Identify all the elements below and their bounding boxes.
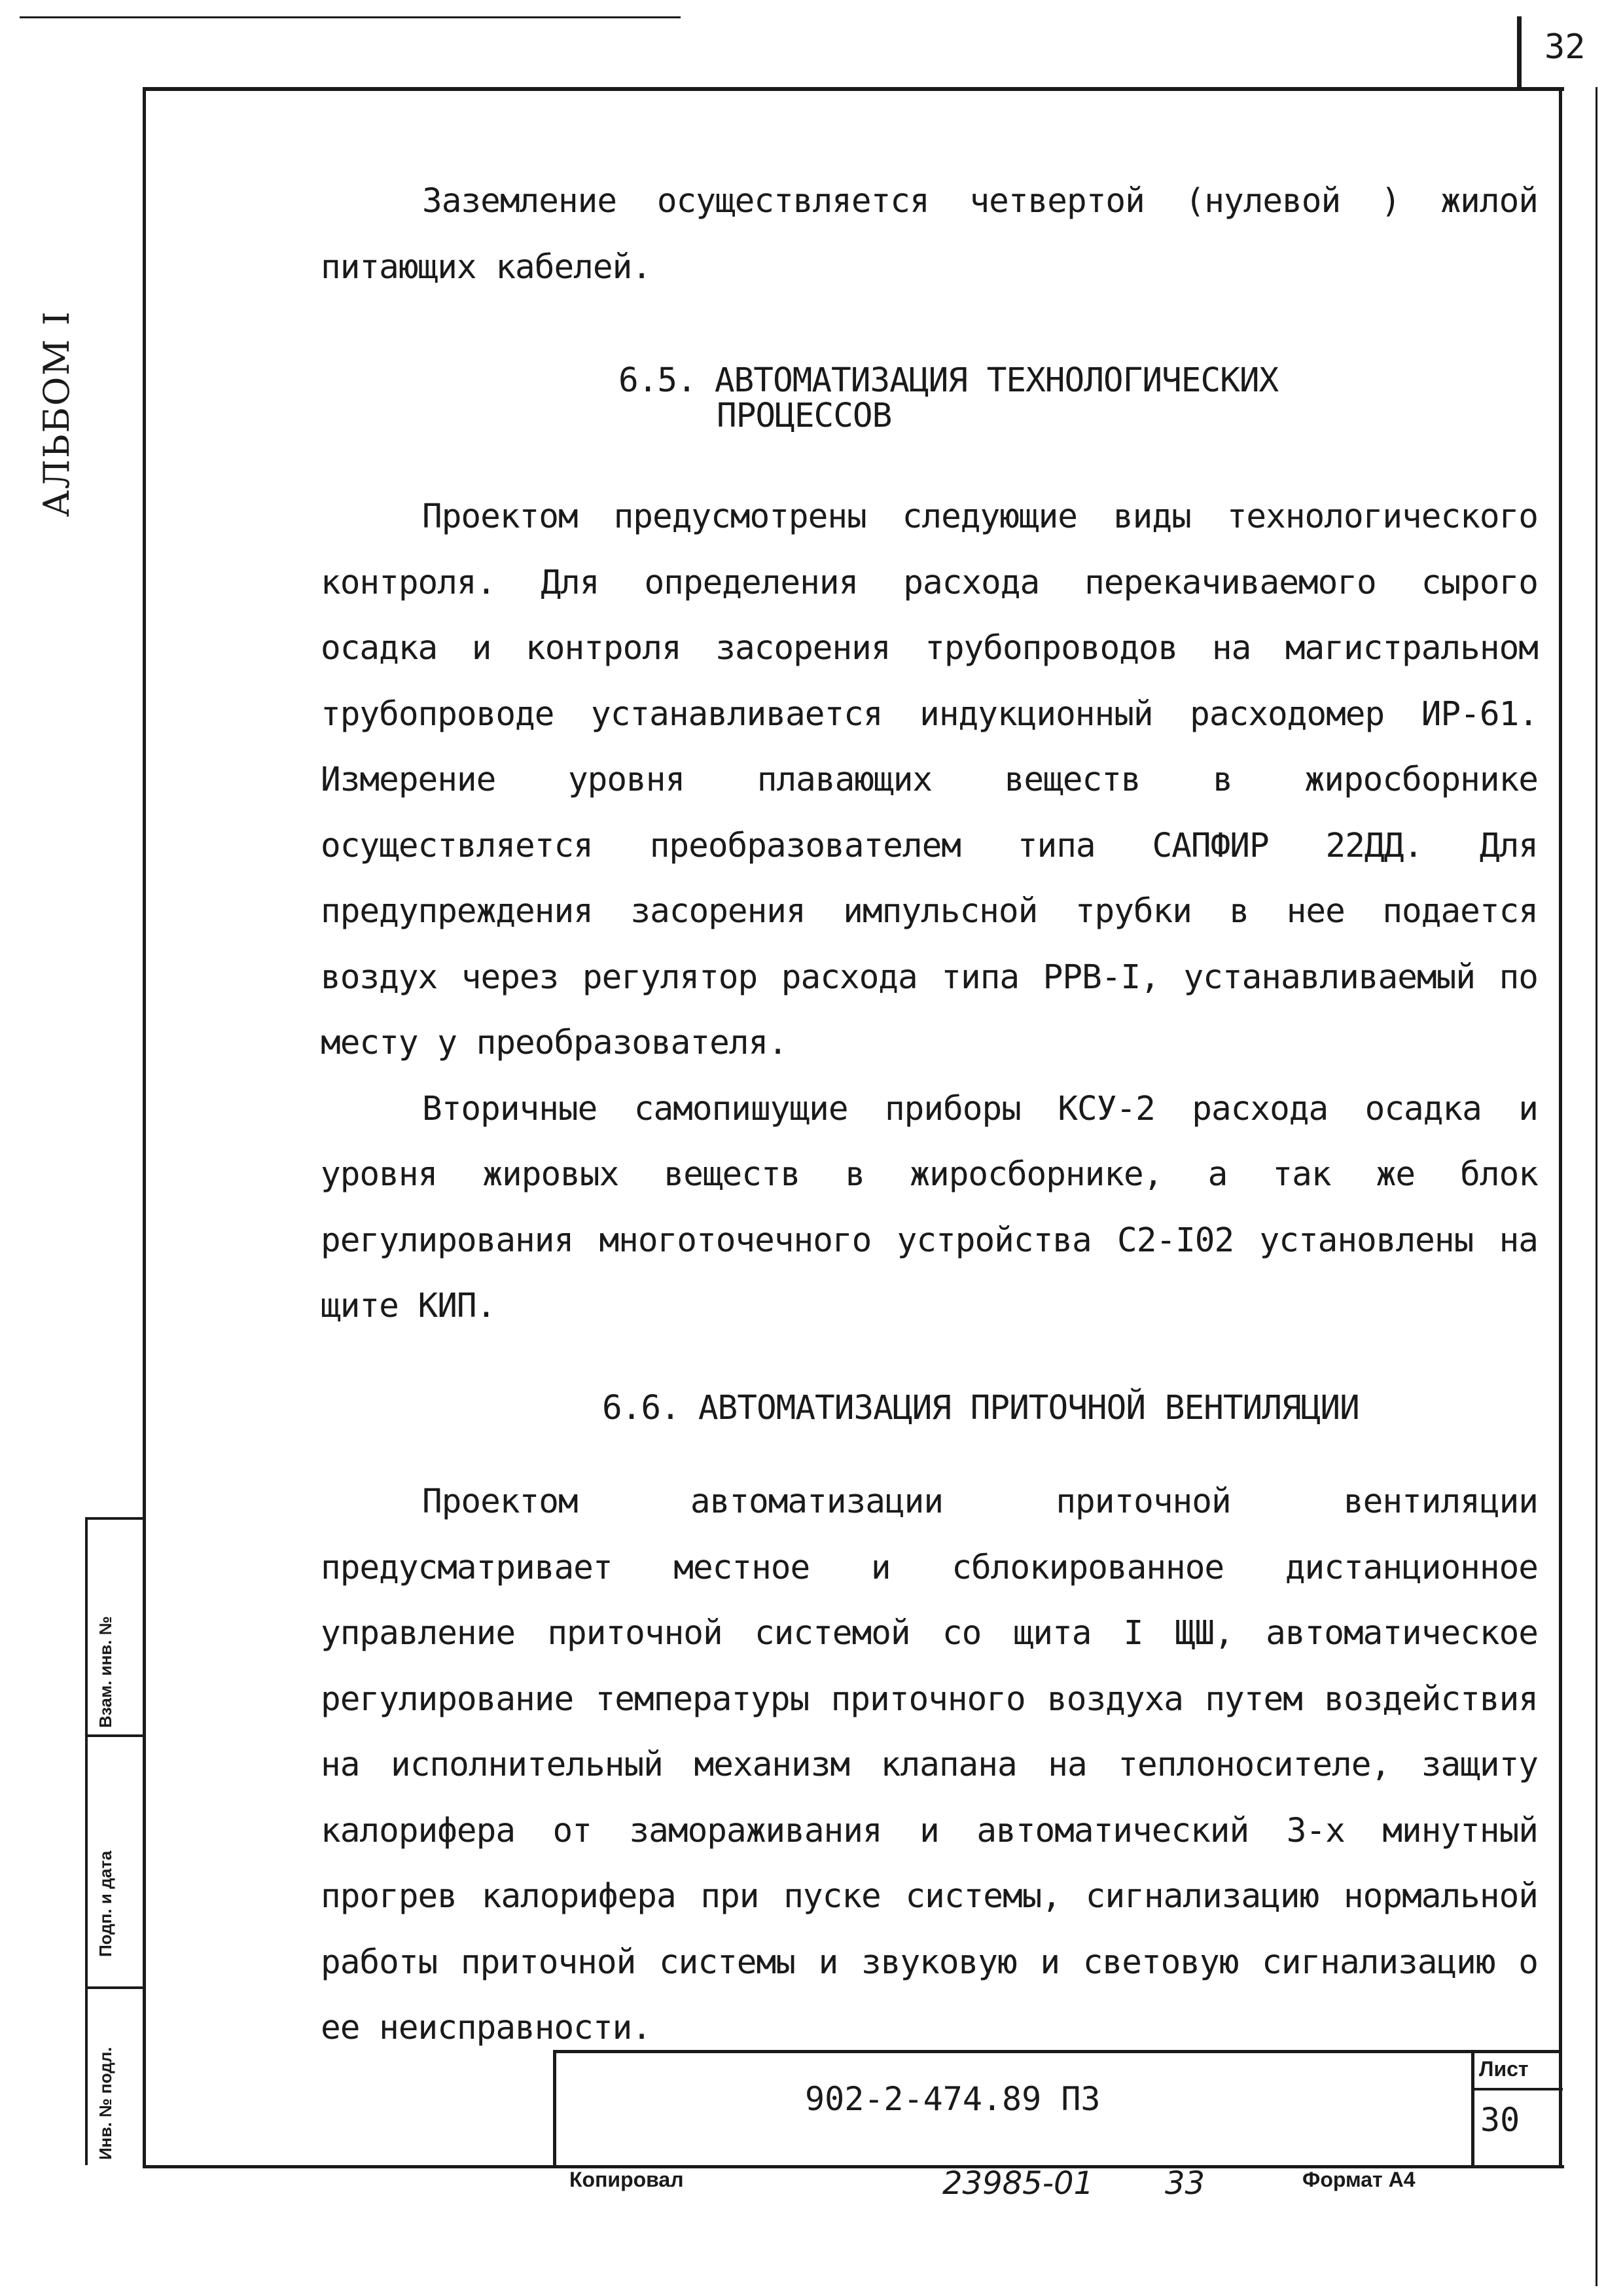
- frame-right-outer: [1596, 87, 1597, 2286]
- sheet-label: Лист: [1479, 2057, 1529, 2081]
- section-66-heading: [602, 1391, 1359, 1426]
- album-label: АЛЬБОМ I: [36, 310, 77, 517]
- section-65-heading: [618, 363, 1278, 434]
- intro-paragraph: Заземление осуществляется четвертой (нулевой ) жилой питающих кабелей.: [321, 182, 1538, 287]
- top-edge-line: [20, 16, 681, 18]
- document-code: 902-2-474.89 ПЗ: [805, 2080, 1101, 2118]
- stamp-orig-inv: Инв. № подл.: [96, 2047, 115, 2160]
- page-number-divider: [1517, 16, 1522, 88]
- frame-right: [1559, 87, 1562, 2168]
- section-65-number: 6.5.: [618, 361, 696, 400]
- section-66-title: АВТОМАТИЗАЦИЯ ПРИТОЧНОЙ ВЕНТИЛЯЦИИ: [698, 1389, 1359, 1427]
- stamp-replace-inv: Взам. инв. №: [96, 1616, 115, 1728]
- sheet-number: 30: [1480, 2101, 1520, 2139]
- side-stamp-divider-2: [85, 1986, 144, 1989]
- copied-label: Копировал: [569, 2168, 684, 2191]
- copy-sheet-number: 33: [1165, 2165, 1205, 2202]
- side-stamp-top: [85, 1517, 144, 1520]
- section-66-body: [321, 1469, 1538, 2062]
- title-block-sheet-divider: [1471, 2050, 1474, 2168]
- section-65-title-line2: ПРОЦЕССОВ: [717, 397, 892, 435]
- side-stamp-divider-1: [85, 1734, 144, 1737]
- page-number: 32: [1544, 27, 1586, 67]
- format-label: Формат А4: [1302, 2168, 1416, 2191]
- frame-top: [143, 87, 1564, 91]
- section-66-paragraph-1: Проектом автоматизации приточной вентиляции предусматривает местное и сблокированное дистанционное управление приточной системой со щита I ЩШ, автоматическое регулирование температуры приточного воздуха путем воздействия на исполнительный механизм клапана на теплоносителе, защиту калорифера от замораживания и автоматический 3-х минутный прогрев калорифера при пуске системы, сигнализацию нормальной работы приточной системы и звуковую и световую сигнализацию о ее неисправности.: [321, 1482, 1538, 2047]
- stamp-sign-date: Подп. и дата: [96, 1850, 115, 1957]
- order-number: 23985-01: [942, 2165, 1094, 2202]
- frame-left: [143, 87, 146, 2168]
- title-block-sheet-mid: [1471, 2088, 1563, 2090]
- side-stamp-left: [85, 1517, 88, 2165]
- title-block-left: [553, 2050, 556, 2168]
- intro-text: [321, 169, 1538, 300]
- section-65-title-line1: АВТОМАТИЗАЦИЯ ТЕХНОЛОГИЧЕСКИХ: [714, 361, 1279, 400]
- section-65-paragraph-2: Вторичные самопишущие приборы КСУ-2 расхода осадка и уровня жировых веществ в жиросборнике, а так же блок регулирования многоточечного устройства С2-I02 установлены на щите КИП.: [321, 1089, 1538, 1325]
- section-65-paragraph-1: Проектом предусмотрены следующие виды технологического контроля. Для определения расхода перекачиваемого сырого осадка и контроля засорения трубопроводов на магистральном трубопроводе устанавливается индукционный расходомер ИР-61. Измерение уровня плавающих веществ в жиросборнике осуществляется преобразователем типа САПФИР 22ДД. Для предупреждения засорения импульсной трубки в нее подается воздух через регулятор расхода типа РРВ-I, устанавливаемый по месту у преобразователя.: [321, 497, 1538, 1062]
- section-65-body: [321, 484, 1538, 1340]
- section-66-number: 6.6.: [602, 1389, 680, 1427]
- title-block-top: [553, 2050, 1561, 2053]
